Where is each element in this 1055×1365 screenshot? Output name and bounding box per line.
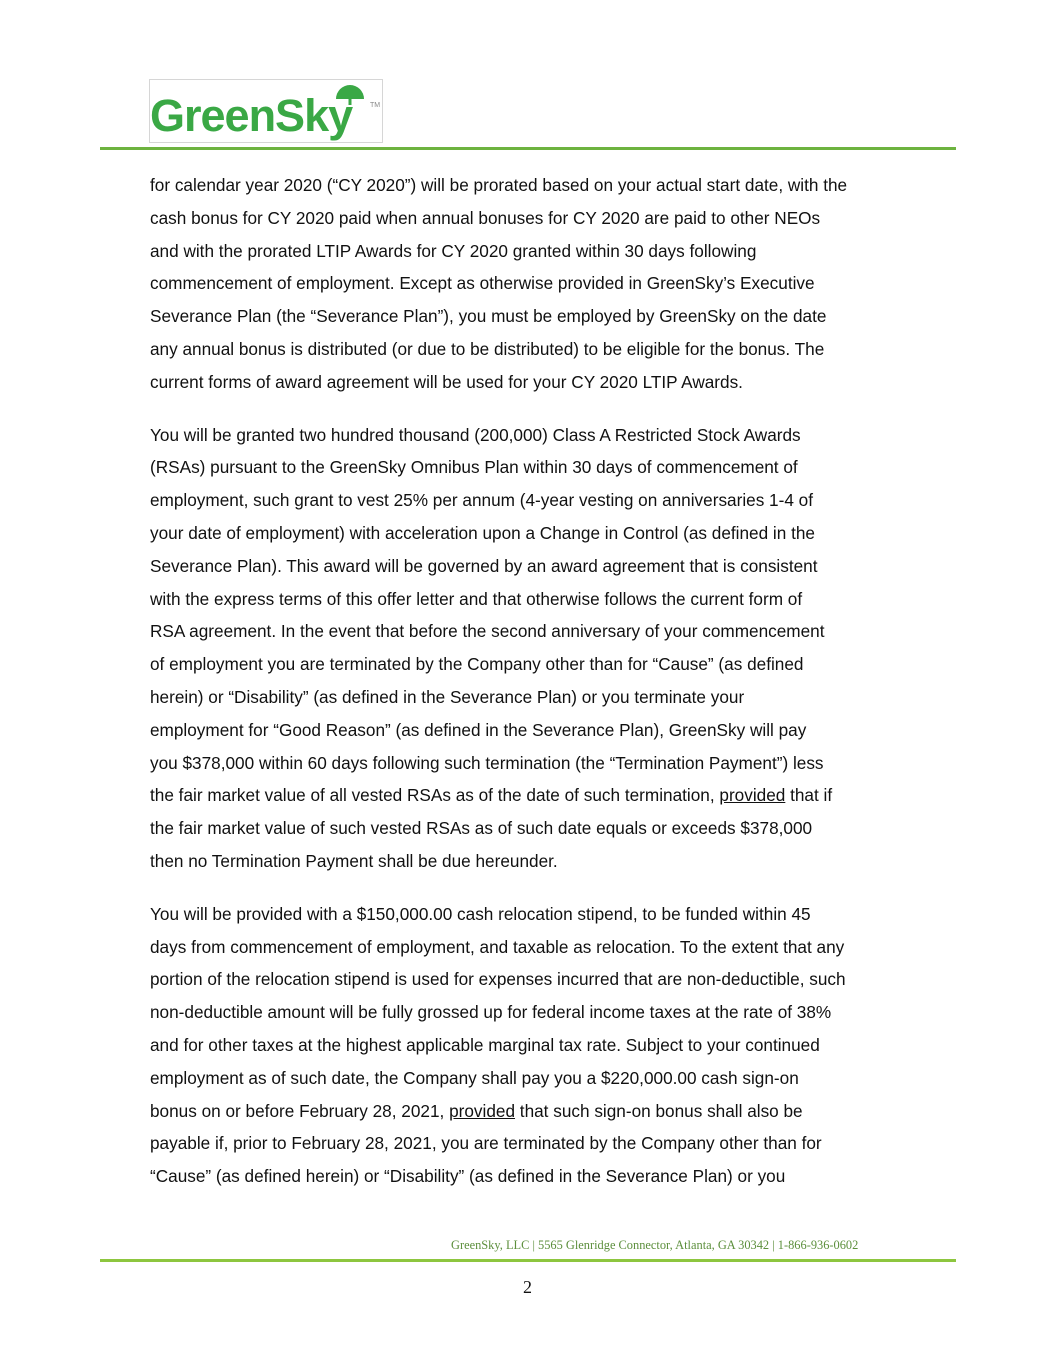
trademark-symbol: TM [370,102,381,109]
text-line: Severance Plan). This award will be governed by an award agreement that is consistent [150,555,818,576]
text-line: employment as of such date, the Company shall pay you a $220,000.00 cash sign-on [150,1067,799,1088]
text-line: and with the prorated LTIP Awards for CY 2020 granted within 30 days following [150,240,757,261]
text-line: your date of employment) with acceleration upon a Change in Control (as defined in the [150,522,815,543]
text-line: employment, such grant to vest 25% per annum (4-year vesting on anniversaries 1-4 of [150,490,814,511]
text-line: current forms of award agreement will be used for your CY 2020 LTIP Awards. [150,371,743,392]
text-line: Severance Plan (the “Severance Plan”), you must be employed by GreenSky on the date [150,306,827,327]
text-line: for calendar year 2020 (“CY 2020”) will be prorated based on your actual start date, with the [150,175,848,195]
text-segment: the fair market value of all vested RSAs as of the date of such termination, [150,785,720,806]
footer-address: GreenSky, LLC | 5565 Glenridge Connector, Atlanta, GA 30342 | 1-866-936-0602 [451,1238,859,1252]
text-line: of employment you are terminated by the Company other than for “Cause” (as defined [150,654,804,675]
text-line-with-underline [150,779,920,812]
underlined-term-provided: provided [719,785,786,806]
paragraph-bonus-proration [150,169,920,399]
text-segment: that if [785,785,833,806]
text-line: commencement of employment. Except as otherwise provided in GreenSky’s Executive [150,273,815,294]
underlined-term-provided: provided [449,1100,516,1121]
text-line: non-deductible amount will be fully grossed up for federal income taxes at the rate of 38% [150,1002,832,1023]
letter-body [150,169,920,1213]
text-line: cash bonus for CY 2020 paid when annual bonuses for CY 2020 are paid to other NEOs [150,207,821,228]
text-line: with the express terms of this offer letter and that otherwise follows the current form of [150,588,803,609]
text-line-with-underline [150,1095,920,1128]
footer-divider [100,1259,956,1262]
text-line: the fair market value of such vested RSAs as of such date equals or exceeds $378,000 [150,818,813,839]
header-divider [100,147,956,150]
greensky-logo-mark [150,80,382,142]
text-line: days from commencement of employment, and taxable as relocation. To the extent that any [150,936,845,957]
text-line: payable if, prior to February 28, 2021, you are terminated by the Company other than for [150,1133,822,1154]
logo-wordmark: GreenSky [150,90,353,141]
text-line: You will be granted two hundred thousand (200,000) Class A Restricted Stock Awards [150,424,801,445]
text-segment: bonus on or before February 28, 2021, [150,1100,450,1121]
text-line: You will be provided with a $150,000.00 cash relocation stipend, to be funded within 45 [150,903,811,924]
page-number: 2 [523,1277,532,1297]
text-line: any annual bonus is distributed (or due to be distributed) to be eligible for the bonus. The [150,338,825,359]
text-line: (RSAs) pursuant to the GreenSky Omnibus Plan within 30 days of commencement of [150,457,798,478]
text-line: herein) or “Disability” (as defined in the Severance Plan) or you terminate your [150,686,745,707]
paragraph-relocation [150,898,920,1193]
text-line: you $378,000 within 60 days following such termination (the “Termination Payment”) less [150,752,824,773]
paragraph-rsa-grant [150,419,920,878]
text-line: portion of the relocation stipend is used for expenses incurred that are non-deductible, such [150,969,846,990]
text-line: then no Termination Payment shall be due hereunder. [150,850,558,871]
text-line: employment for “Good Reason” (as defined in the Severance Plan), GreenSky will pay [150,719,807,740]
text-line: and for other taxes at the highest applicable marginal tax rate. Subject to your continued [150,1034,820,1055]
greensky-logo [149,79,383,143]
text-segment: that such sign-on bonus shall also be [515,1100,803,1121]
text-line: “Cause” (as defined herein) or “Disability” (as defined in the Severance Plan) or you [150,1166,786,1187]
text-line: RSA agreement. In the event that before the second anniversary of your commencement [150,621,825,642]
